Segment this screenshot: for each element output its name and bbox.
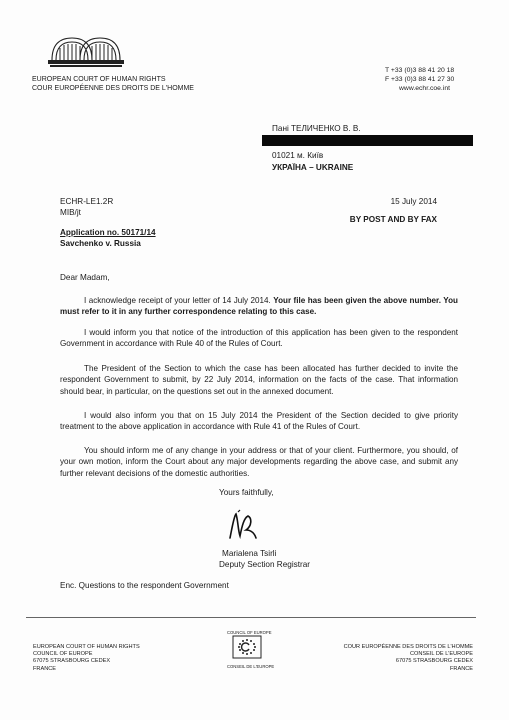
signer-name: Marialena Tsirli <box>222 549 277 558</box>
paragraph-invitation-text: The President of the Section to which the case has been allocated has further decided to invite the respondent Government to submit, by 22 July 2014, information on the facts of the case. That information should bear, in particular, on the questions set out in the annexed document. <box>60 364 458 396</box>
delivery-method: BY POST AND BY FAX <box>349 215 437 224</box>
reference-code: ECHR-LE1.2R <box>60 197 114 206</box>
paragraph-receipt-bold: Your file has been given the above number. You must refer to it in any further correspondence relating to this case. <box>60 296 458 317</box>
closing: Yours faithfully, <box>219 488 274 497</box>
recipient-name: Пані ТЕЛИЧЕНКО В. В. <box>272 124 361 133</box>
contact-block <box>385 66 454 93</box>
paragraph-invitation <box>60 363 458 397</box>
court-name-block <box>32 75 194 93</box>
footer-fr-line-1: COUR EUROPÉENNE DES DROITS DE L'HOMME <box>343 644 473 650</box>
reference-initials: MIB/jt <box>60 208 81 217</box>
paragraph-priority <box>60 410 458 433</box>
paragraph-notice-text: I would inform you that notice of the introduction of this application has been given to the respondent Government in accordance with Rule 40 of the Rules of Court. <box>60 328 458 349</box>
footer-en-line-4: FRANCE <box>33 665 56 672</box>
paragraph-instructions-text: You should inform me of any change in your address or that of your client. Furthermore, you should, of your own motion, inform the Court about any major developments regarding the above case, and submit any further relevant decisions of the domestic authorities. <box>60 446 458 478</box>
footer-en-line-2: COUNCIL OF EUROPE <box>33 651 93 658</box>
case-name: Savchenko v. Russia <box>60 239 141 248</box>
footer-address-en <box>33 644 140 673</box>
paragraph-priority-text: I would also inform you that on 15 July 2014 the President of the Section decided to give priority treatment to the above application in accordance with Rule 41 of the Rules of Court. <box>60 411 458 432</box>
footer-en-line-1: EUROPEAN COURT OF HUMAN RIGHTS <box>33 644 140 650</box>
fax-number: F +33 (0)3 88 41 27 30 <box>385 76 455 83</box>
council-of-europe-logo <box>227 630 275 669</box>
footer-fr-line-4: FRANCE <box>450 665 473 672</box>
application-number: Application no. 50171/14 <box>60 228 156 237</box>
footer-en-line-3: 67075 STRASBOURG CEDEX <box>33 658 111 665</box>
website: www.echr.coe.int <box>399 85 450 92</box>
court-name-en: EUROPEAN COURT OF HUMAN RIGHTS <box>32 76 166 83</box>
enclosure-note: Enc. Questions to the respondent Government <box>60 581 229 590</box>
footer-divider <box>26 617 476 618</box>
footer-fr-line-2: CONSEIL DE L'EUROPE <box>409 651 473 658</box>
signer-title: Deputy Section Registrar <box>219 560 311 569</box>
logo-caption-fr: CONSEIL DE L'EUROPE <box>227 664 275 669</box>
logo-caption-en: COUNCIL OF EUROPE <box>227 630 272 635</box>
handwritten-signature <box>224 508 264 544</box>
phone-number: T +33 (0)3 88 41 20 18 <box>385 67 455 74</box>
salutation: Dear Madam, <box>60 273 110 282</box>
redacted-address <box>262 135 473 146</box>
paragraph-receipt <box>60 295 458 318</box>
paragraph-notice <box>60 327 458 350</box>
recipient-city: 01021 м. Київ <box>272 151 324 160</box>
court-name-fr: COUR EUROPÉENNE DES DROITS DE L'HOMME <box>32 85 194 92</box>
footer-address-fr <box>344 644 473 673</box>
echr-building-logo <box>48 30 124 74</box>
recipient-country: УКРАЇНА – UKRAINE <box>272 163 354 172</box>
footer-fr-line-3: 67075 STRASBOURG CEDEX <box>395 658 473 665</box>
paragraph-receipt-plain: I acknowledge receipt of your letter of 14 July 2014. <box>84 296 274 305</box>
paragraph-instructions <box>60 445 458 479</box>
eu-stars-icon <box>232 635 262 659</box>
letter-date: 15 July 2014 <box>390 197 437 206</box>
